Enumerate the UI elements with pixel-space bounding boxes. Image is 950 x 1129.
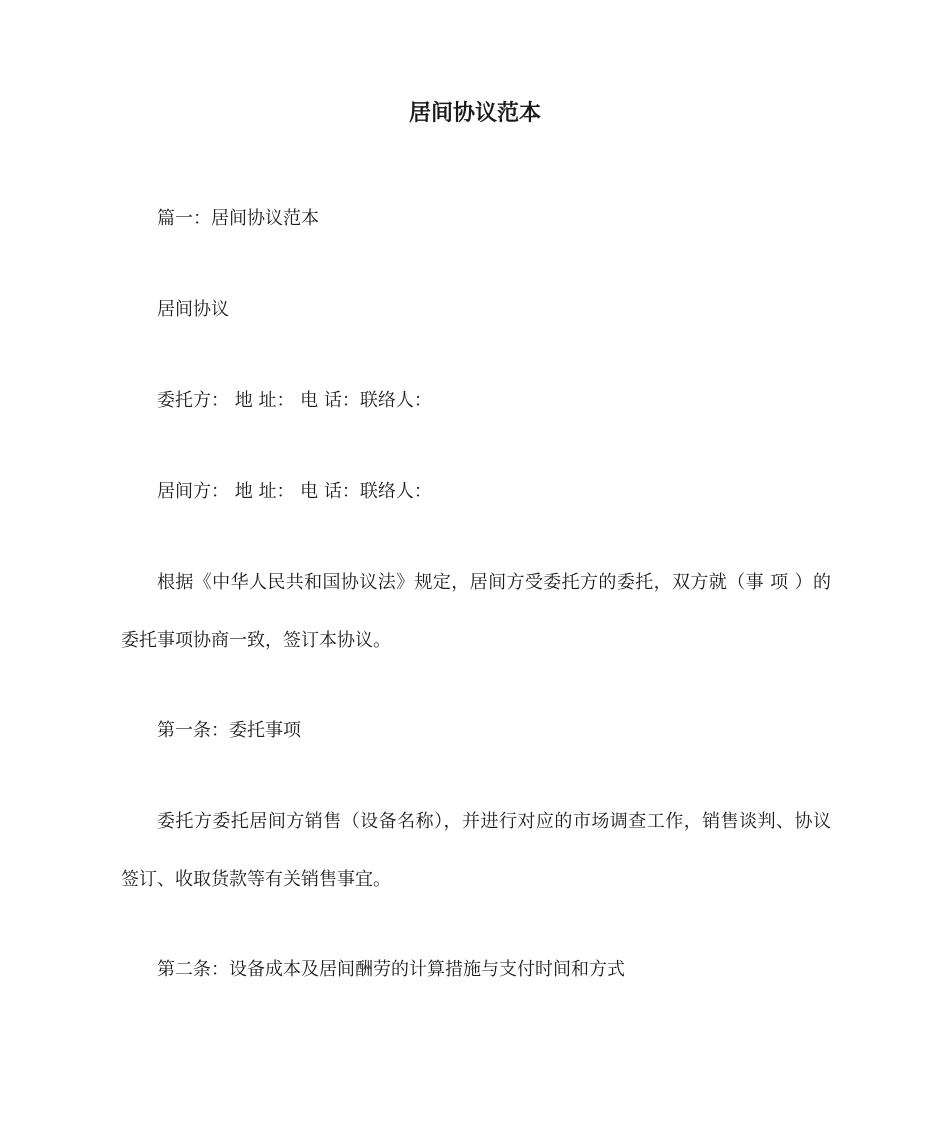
paragraph-article-2-heading: 第二条：设备成本及居间酬劳的计算措施与支付时间和方式 (157, 959, 625, 980)
paragraph-article-1-body: 委托方委托居间方销售（设备名称），并进行对应的市场调查工作，销售谈判、协议签订、收取货款等有关销售事宜。 (121, 811, 831, 890)
paragraph-agreement-heading: 居间协议 (157, 299, 229, 320)
paragraph-section-heading: 篇一：居间协议范本 (157, 208, 319, 229)
paragraph-broker-info: 居间方： 地 址： 电 话：联络人： (157, 481, 432, 502)
document-title: 居间协议范本 (408, 101, 541, 126)
paragraph-preamble: 根据《中华人民共和国协议法》规定，居间方受委托方的委托，双方就（事 项 ）的委托事项协商一致，签订本协议。 (121, 572, 831, 651)
paragraph-article-1-heading: 第一条：委托事项 (157, 720, 301, 741)
paragraph-client-info: 委托方： 地 址： 电 话：联络人： (157, 390, 432, 411)
